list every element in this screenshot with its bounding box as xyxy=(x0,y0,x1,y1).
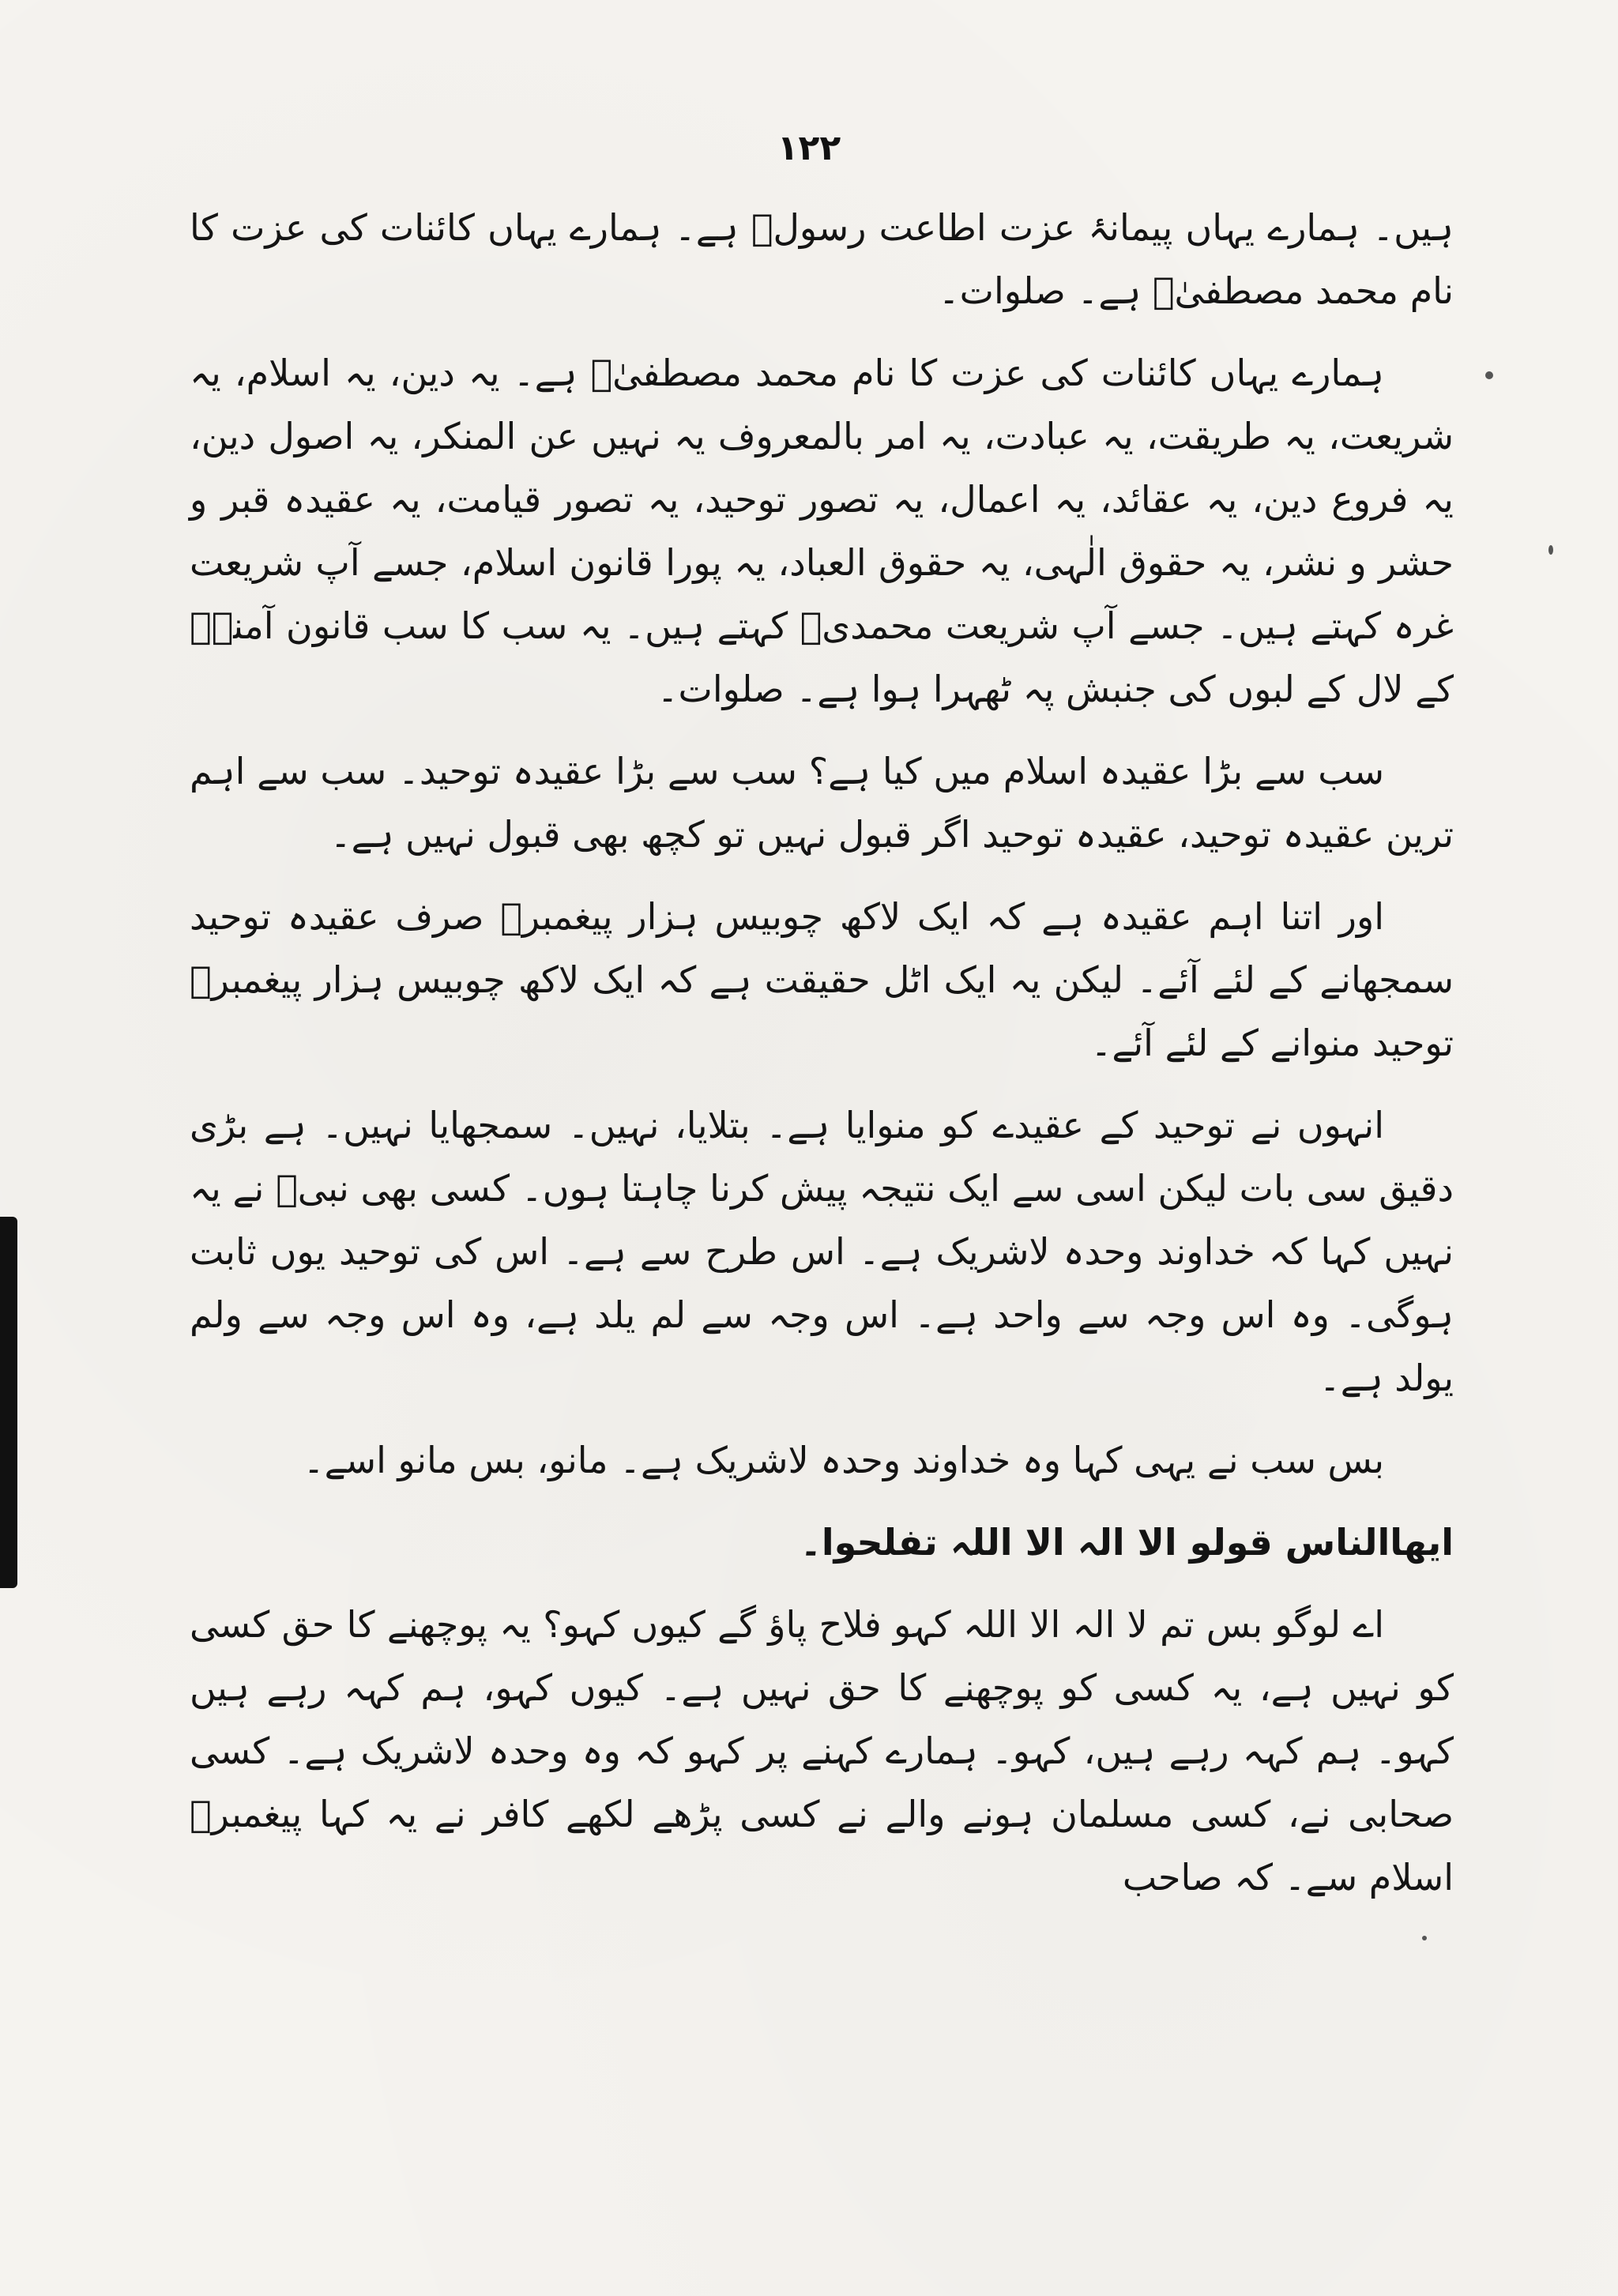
binding-edge xyxy=(0,1217,17,1588)
paragraph-4: اور اتنا اہم عقیدہ ہے کہ ایک لاکھ چوبیس ہزار پیغمبرؑ صرف عقیدہ توحید سمجھانے کے لئے آئے۔ لیکن یہ ایک اٹل حقیقت ہے کہ ایک لاکھ چوبیس ہزار پیغمبرؑ توحید منوانے کے لئے آئے۔ xyxy=(190,895,1454,1064)
ink-speck xyxy=(1548,545,1553,555)
ink-speck xyxy=(1485,371,1493,379)
paragraph-2: ہمارے یہاں کائنات کی عزت کا نام محمد مصطفیٰؐ ہے۔ یہ دین، یہ اسلام، یہ شریعت، یہ طریقت، یہ عبادت، یہ امر بالمعروف یہ نہیں عن المنکر، یہ اصول دین، یہ فروع دین، یہ عقائد، یہ اعمال، یہ تصور توحید، یہ تصور قیامت، یہ عقیدہ قبر و حشر و نشر، یہ حقوق الٰہی، یہ حقوق العباد، یہ پورا قانون اسلام، جسے آپ شریعت غرہ کہتے ہیں۔ جسے آپ شریعت محمدیؐ کہتے ہیں۔ یہ سب کا سب قانون آمنہؑ کے لال کے لبوں کی جنبش پہ ٹھہرا ہوا ہے۔ صلوات۔ xyxy=(190,352,1454,710)
page-text xyxy=(190,196,1454,1928)
paragraph-3: سب سے بڑا عقیدہ اسلام میں کیا ہے؟ سب سے بڑا عقیدہ توحید۔ سب سے اہم ترین عقیدہ توحید، عقیدہ توحید اگر قبول نہیں تو کچھ بھی قبول نہیں ہے۔ xyxy=(190,750,1454,856)
page-number: ۱۲۲ xyxy=(777,128,841,168)
ink-speck xyxy=(1422,1936,1427,1940)
paragraph-8: اے لوگو بس تم لا الہ الا اللہ کہو فلاح پاؤ گے کیوں کہو؟ یہ پوچھنے کا حق کسی کو نہیں ہے، یہ کسی کو پوچھنے کا حق نہیں ہے۔ کیوں کہو، ہم کہہ رہے ہیں کہو۔ ہم کہہ رہے ہیں، کہو۔ ہمارے کہنے پر کہو کہ وہ وحدہ لاشریک ہے۔ کسی صحابی نے، کسی مسلمان ہونے والے نے کسی پڑھے لکھے کافر نے یہ کہا پیغمبرؑ اسلام سے۔ کہ صاحب xyxy=(190,1603,1454,1899)
paragraph-5: انہوں نے توحید کے عقیدے کو منوایا ہے۔ بتلایا، نہیں۔ سمجھایا نہیں۔ ہے بڑی دقیق سی بات لیکن اسی سے ایک نتیجہ پیش کرنا چاہتا ہوں۔ کسی بھی نبیؑ نے یہ نہیں کہا کہ خداوند وحدہ لاشریک ہے۔ اس طرح سے ہے۔ اس کی توحید یوں ثابت ہوگی۔ وہ اس وجہ سے واحد ہے۔ اس وجہ سے لم یلد ہے، وہ اس وجہ سے ولم یولد ہے۔ xyxy=(190,1104,1454,1399)
arabic-quote: ایھاالناس قولو الا الہ الا اللہ تفلحوا۔ xyxy=(800,1521,1454,1564)
paragraph-1: ہیں۔ ہمارے یہاں پیمانۂ عزت اطاعت رسولؐ ہے۔ ہمارے یہاں کائنات کی عزت کا نام محمد مصطفیٰؐ ہے۔ صلوات۔ xyxy=(190,206,1454,312)
paragraph-6: بس سب نے یہی کہا وہ خداوند وحدہ لاشریک ہے۔ مانو، بس مانو اسے۔ xyxy=(303,1439,1384,1481)
